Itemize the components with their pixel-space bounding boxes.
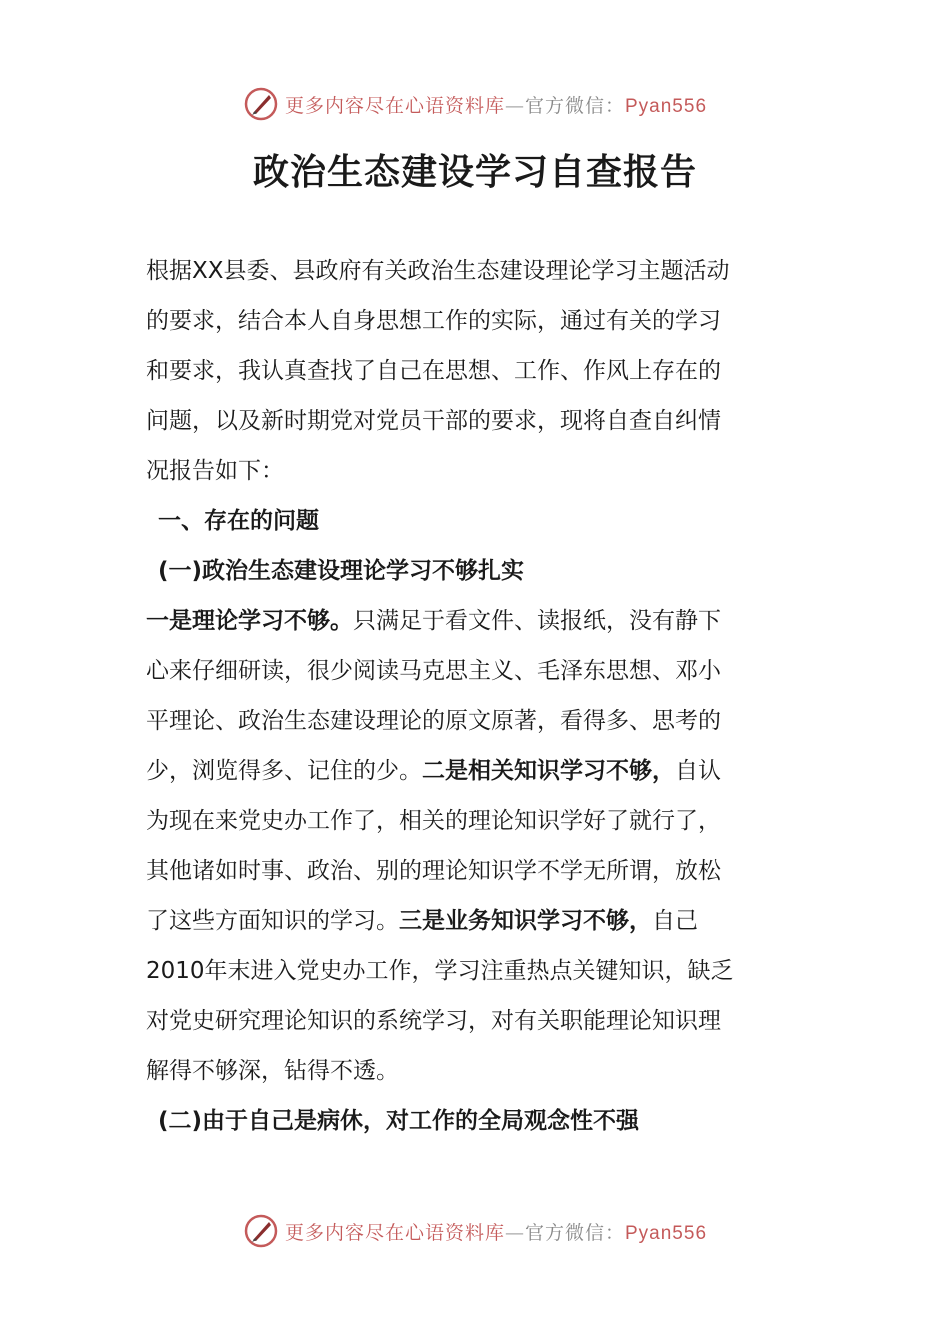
body-text: 自己 <box>652 908 698 934</box>
body-text: 自认 <box>675 758 721 784</box>
body-text: 只满足于看文件、读报纸，没有静下 <box>353 608 721 634</box>
banner-wechat-id: Pyan556 <box>625 95 708 117</box>
body-line <box>146 746 806 796</box>
document-body <box>146 246 806 1146</box>
banner-text <box>285 91 707 118</box>
intro-line: 问题，以及新时期党对党员干部的要求，现将自查自纠情 <box>146 408 721 434</box>
banner-inner <box>243 1213 707 1249</box>
body-line: 对党史研究理论知识的系统学习，对有关职能理论知识理 <box>146 1008 721 1034</box>
quill-pen-logo-icon <box>243 1213 279 1249</box>
banner-dash: — <box>504 94 525 117</box>
point-one-bold: 一是理论学习不够。 <box>146 608 353 634</box>
intro-line: 况报告如下： <box>146 458 284 484</box>
banner-main: 更多内容尽在心语资料库 <box>284 94 505 117</box>
section-heading-problems: 一、存在的问题 <box>158 508 319 534</box>
body-line: 为现在来党史办工作了，相关的理论知识学好了就行了， <box>146 808 721 834</box>
point-two-bold: 二是相关知识学习不够， <box>422 758 675 784</box>
intro-line: 和要求，我认真查找了自己在思想、工作、作风上存在的 <box>146 358 721 384</box>
intro-line: 根据XX县委、县政府有关政治生态建设理论学习主题活动 <box>146 258 730 284</box>
body-text: 少，浏览得多、记住的少。 <box>146 758 422 784</box>
banner-dash: — <box>504 1221 525 1244</box>
header-banner <box>0 84 950 124</box>
banner-main: 更多内容尽在心语资料库 <box>284 1221 505 1244</box>
body-line: 平理论、政治生态建设理论的原文原著，看得多、思考的 <box>146 708 721 734</box>
quill-pen-logo-icon <box>243 86 279 122</box>
point-three-bold: 三是业务知识学习不够， <box>399 908 652 934</box>
body-line: 2010年末进入党史办工作，学习注重热点关键知识，缺乏 <box>146 958 734 984</box>
subsection-heading-1: (一)政治生态建设理论学习不够扎实 <box>158 558 525 584</box>
body-line: 其他诸如时事、政治、别的理论知识学不学无所谓，放松 <box>146 858 721 884</box>
banner-inner <box>243 86 707 122</box>
banner-text <box>285 1218 707 1245</box>
body-line: 解得不够深，钻得不透。 <box>146 1058 399 1084</box>
banner-wechat-id: Pyan556 <box>625 1222 708 1244</box>
footer-banner <box>0 1211 950 1251</box>
body-line <box>146 596 806 646</box>
intro-line: 的要求，结合本人自身思想工作的实际，通过有关的学习 <box>146 308 721 334</box>
banner-wechat-label: 官方微信： <box>524 94 625 117</box>
subsection-heading-2: (二)由于自己是病休，对工作的全局观念性不强 <box>158 1108 640 1134</box>
body-line: 心来仔细研读，很少阅读马克思主义、毛泽东思想、邓小 <box>146 658 721 684</box>
body-line <box>146 896 806 946</box>
document-title: 政治生态建设学习自查报告 <box>252 151 697 193</box>
banner-wechat-label: 官方微信： <box>524 1221 625 1244</box>
body-text: 了这些方面知识的学习。 <box>146 908 399 934</box>
